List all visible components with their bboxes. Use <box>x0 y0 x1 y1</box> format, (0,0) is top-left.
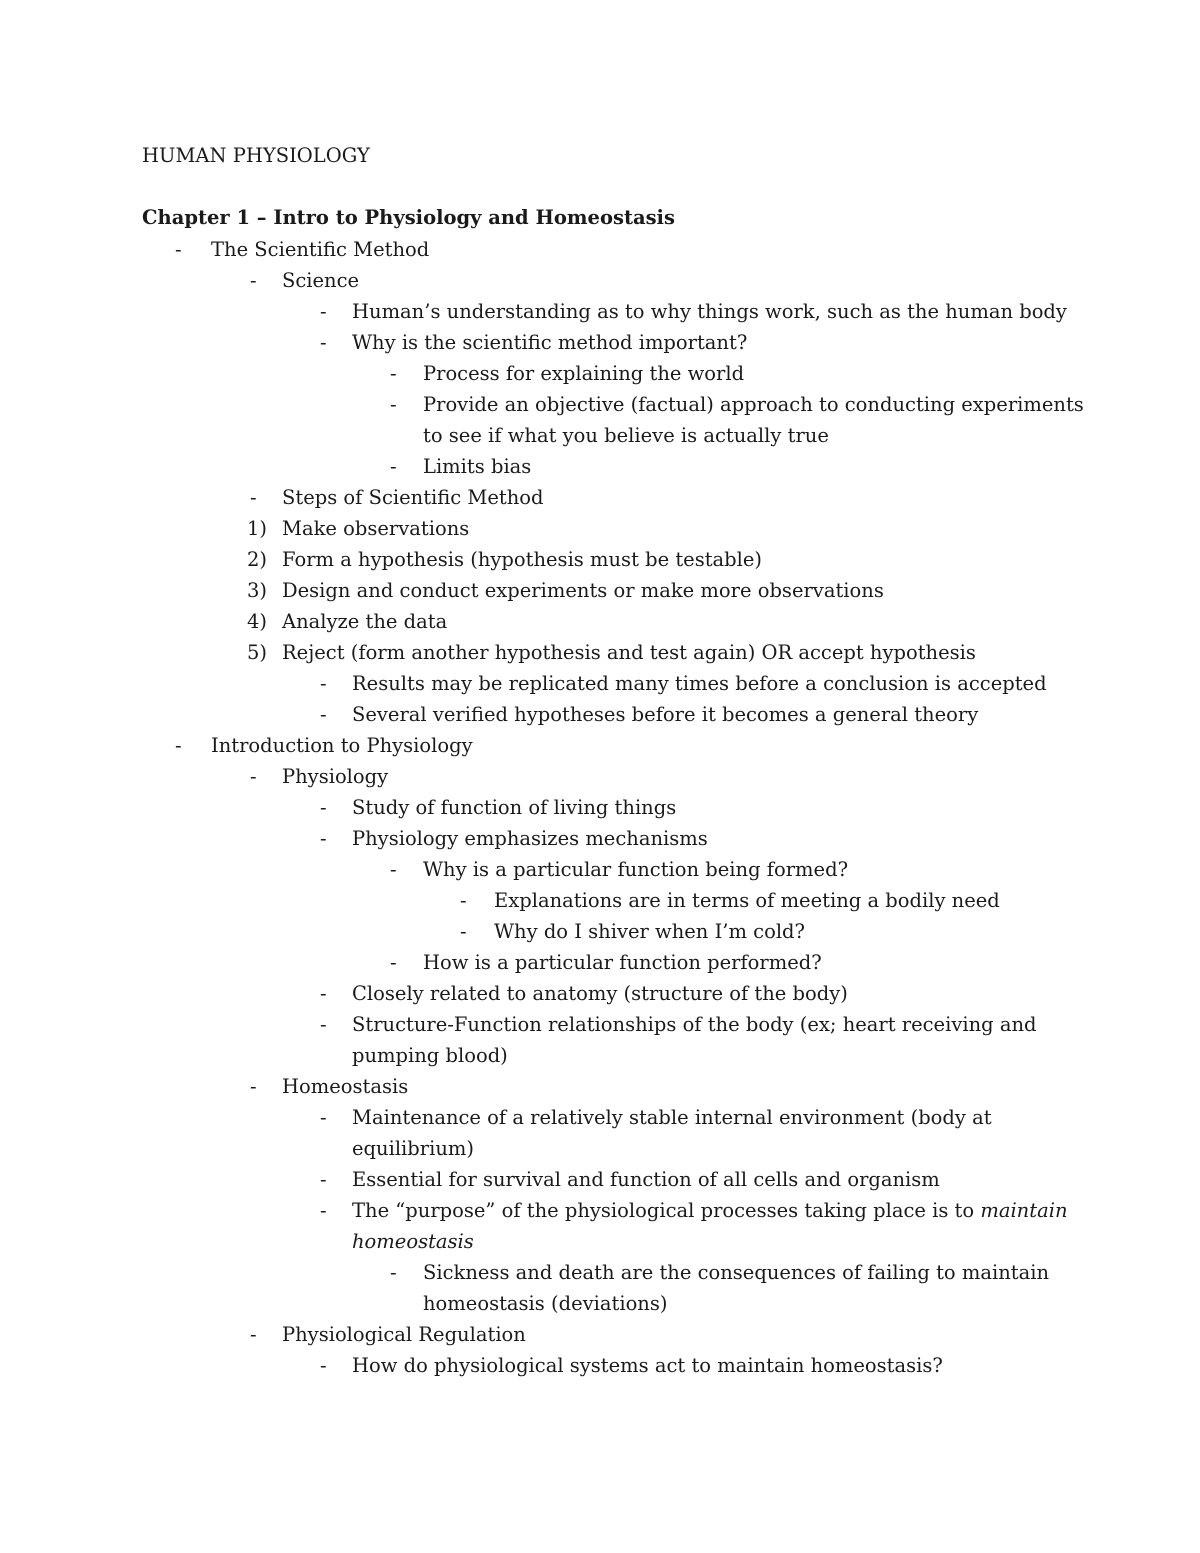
list-item <box>0 1257 1200 1288</box>
list-item <box>0 730 1200 761</box>
bullet-dash: - <box>390 858 397 881</box>
list-item-text: Sickness and death are the consequences of failing to maintain <box>423 1261 1050 1284</box>
list-item-text: Structure-Function relationships of the body (ex; heart receiving and <box>352 1013 1037 1036</box>
list-item-text: pumping blood) <box>352 1044 508 1067</box>
list-item <box>0 482 1200 513</box>
list-item-text: Maintenance of a relatively stable internal environment (body at <box>352 1106 992 1129</box>
step-number: 2) <box>247 548 268 571</box>
homeostasis-emphasis: homeostasis <box>352 1230 474 1253</box>
step-number: 5) <box>247 641 268 664</box>
numbered-item <box>0 606 1200 637</box>
list-item-text: Several verified hypotheses before it becomes a general theory <box>352 703 979 726</box>
list-item <box>0 327 1200 358</box>
bullet-dash: - <box>460 889 467 912</box>
list-item-text: How is a particular function performed? <box>423 951 822 974</box>
bullet-dash: - <box>320 982 327 1005</box>
list-item-text: Human’s understanding as to why things work, such as the human body <box>352 300 1067 323</box>
bullet-dash: - <box>320 1013 327 1036</box>
bullet-dash: - <box>175 238 182 261</box>
list-item <box>0 947 1200 978</box>
list-item-text: Explanations are in terms of meeting a bodily need <box>494 889 1000 912</box>
list-item <box>0 1319 1200 1350</box>
list-item-text: Essential for survival and function of all cells and organism <box>352 1168 940 1191</box>
list-item <box>0 1071 1200 1102</box>
step-number: 1) <box>247 517 268 540</box>
step-number: 4) <box>247 610 268 633</box>
list-item <box>0 668 1200 699</box>
list-item <box>0 916 1200 947</box>
bullet-dash: - <box>320 1168 327 1191</box>
list-item-text: Physiological Regulation <box>282 1323 526 1346</box>
list-item-text: Physiology emphasizes mechanisms <box>352 827 708 850</box>
bullet-dash: - <box>320 1354 327 1377</box>
list-item-text: Why do I shiver when I’m cold? <box>494 920 805 943</box>
bullet-dash: - <box>390 951 397 974</box>
list-item-text: Steps of Scientific Method <box>282 486 544 509</box>
list-item <box>0 854 1200 885</box>
list-item-text: Design and conduct experiments or make more observations <box>282 579 884 602</box>
bullet-dash: - <box>320 1199 327 1222</box>
bullet-dash: - <box>320 331 327 354</box>
list-item <box>0 1350 1200 1381</box>
list-item-text: Provide an objective (factual) approach to conducting experiments <box>423 393 1084 416</box>
list-item-text: Why is a particular function being formed? <box>423 858 849 881</box>
list-item <box>0 1195 1200 1226</box>
bullet-dash: - <box>320 796 327 819</box>
chapter-heading: Chapter 1 – Intro to Physiology and Homeostasis <box>142 206 675 229</box>
list-item-text: Study of function of living things <box>352 796 677 819</box>
list-item-text: How do physiological systems act to maintain homeostasis? <box>352 1354 943 1377</box>
numbered-item <box>0 513 1200 544</box>
document-title: HUMAN PHYSIOLOGY <box>142 144 370 167</box>
bullet-dash: - <box>250 765 257 788</box>
list-item-text: Limits bias <box>423 455 532 478</box>
list-item <box>0 451 1200 482</box>
bullet-dash: - <box>250 1075 257 1098</box>
bullet-dash: - <box>250 1323 257 1346</box>
list-item-text: to see if what you believe is actually true <box>423 424 829 447</box>
bullet-dash: - <box>390 393 397 416</box>
list-item <box>0 792 1200 823</box>
bullet-dash: - <box>320 827 327 850</box>
list-item-text: Physiology <box>282 765 389 788</box>
bullet-dash: - <box>320 1106 327 1129</box>
numbered-item <box>0 637 1200 668</box>
bullet-dash: - <box>460 920 467 943</box>
bullet-dash: - <box>320 672 327 695</box>
list-item-text: Form a hypothesis (hypothesis must be testable) <box>282 548 763 571</box>
bullet-dash: - <box>250 486 257 509</box>
list-item-text: Science <box>282 269 360 292</box>
list-item-text: The Scientific Method <box>211 238 430 261</box>
list-item-continuation <box>0 1040 1200 1071</box>
list-item <box>0 1164 1200 1195</box>
step-number: 3) <box>247 579 268 602</box>
list-item-continuation <box>0 1133 1200 1164</box>
bullet-dash: - <box>320 300 327 323</box>
list-item <box>0 389 1200 420</box>
list-item <box>0 1009 1200 1040</box>
list-item-continuation <box>0 1226 1200 1257</box>
list-item-text: Results may be replicated many times before a conclusion is accepted <box>352 672 1047 695</box>
list-item <box>0 699 1200 730</box>
list-item-text: Make observations <box>282 517 470 540</box>
bullet-dash: - <box>320 703 327 726</box>
list-item <box>0 1102 1200 1133</box>
list-item-text: equilibrium) <box>352 1137 474 1160</box>
list-item <box>0 234 1200 265</box>
list-item-text <box>352 1195 1068 1226</box>
numbered-item <box>0 544 1200 575</box>
list-item <box>0 978 1200 1009</box>
list-item-text: Closely related to anatomy (structure of the body) <box>352 982 848 1005</box>
list-item <box>0 761 1200 792</box>
maintain-emphasis: maintain <box>980 1199 1068 1222</box>
list-item-text: Introduction to Physiology <box>211 734 473 757</box>
list-item-continuation <box>0 1288 1200 1319</box>
list-item <box>0 265 1200 296</box>
list-item-text: Homeostasis <box>282 1075 409 1098</box>
list-item <box>0 885 1200 916</box>
bullet-dash: - <box>390 455 397 478</box>
bullet-dash: - <box>175 734 182 757</box>
list-item-text: Analyze the data <box>282 610 448 633</box>
bullet-dash: - <box>250 269 257 292</box>
list-item-text: Reject (form another hypothesis and test again) OR accept hypothesis <box>282 641 976 664</box>
list-item <box>0 296 1200 327</box>
list-item-continuation <box>0 420 1200 451</box>
list-item-text: homeostasis (deviations) <box>423 1292 668 1315</box>
numbered-item <box>0 575 1200 606</box>
bullet-dash: - <box>390 1261 397 1284</box>
list-item <box>0 358 1200 389</box>
list-item-text: Process for explaining the world <box>423 362 745 385</box>
purpose-text: The “purpose” of the physiological processes taking place is to <box>352 1199 981 1222</box>
list-item-text: Why is the scientific method important? <box>352 331 748 354</box>
list-item <box>0 823 1200 854</box>
notes-outline <box>0 234 1200 1381</box>
bullet-dash: - <box>390 362 397 385</box>
list-item-text <box>352 1226 474 1257</box>
